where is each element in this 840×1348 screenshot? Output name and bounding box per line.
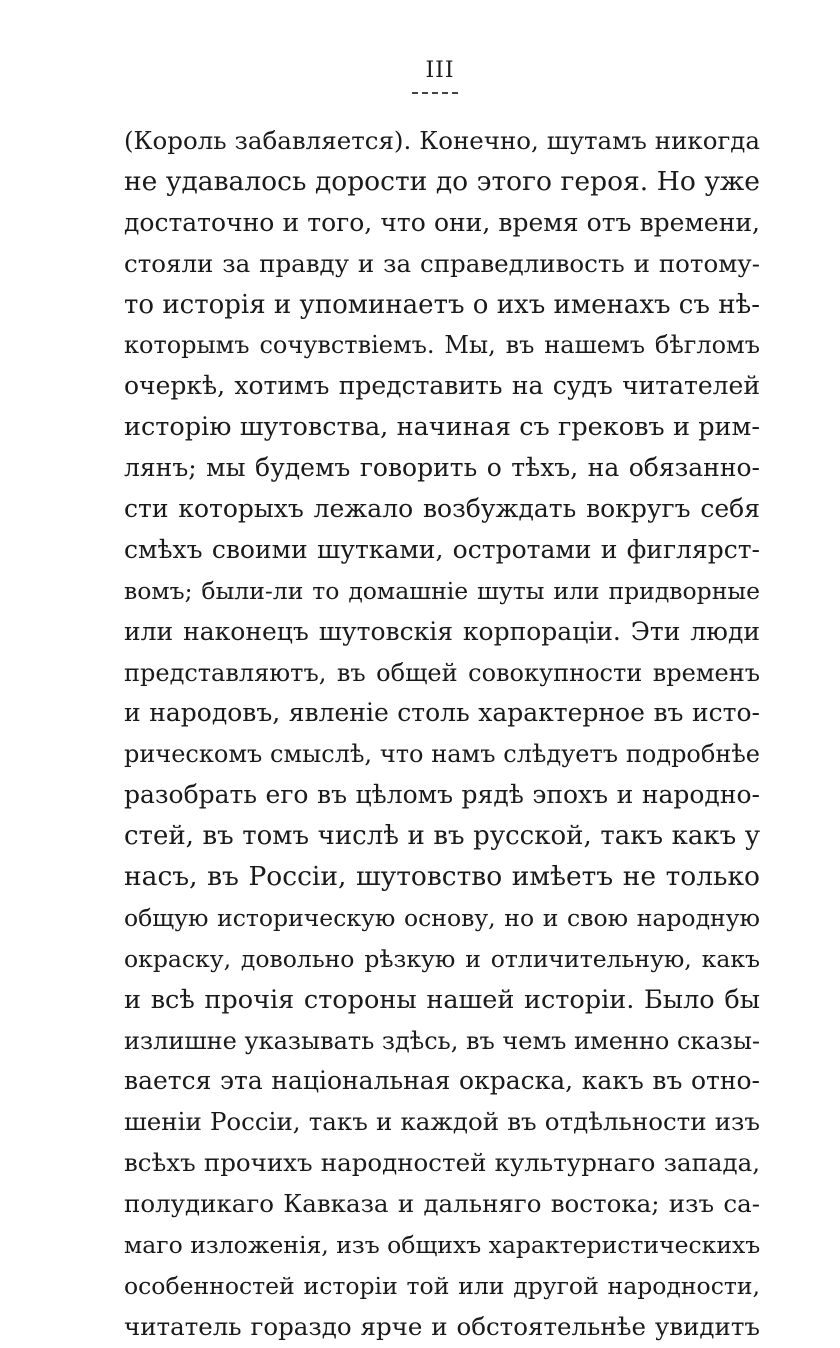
text-line: вомъ; были-ли то домашніе шуты или придворные [124,576,760,605]
text-line: излишне указывать здѣсь, въ чемъ именно сказы- [124,1026,760,1055]
text-line: исторію шутовства, начиная съ грековъ и рим- [124,412,760,443]
text-line: (Король забавляется). Конечно, шутамъ никогда [124,126,760,155]
body-text [124,121,760,1348]
text-line: общую историческую основу, но и свою народную [124,903,760,932]
text-line: сти которыхъ лежало возбуждать вокругъ себя [124,494,760,524]
text-line: достаточно и того, что они, время отъ времени, [124,207,760,237]
text-line: стояли за правду и за справедливость и потому- [124,248,760,278]
text-line: шеніи Россіи, такъ и каждой въ отдѣльности изъ [124,1107,760,1137]
text-line: очеркѣ, хотимъ представить на судъ читателей [124,371,760,401]
text-line: особенностей исторіи той или другой народности, [124,1271,760,1300]
text-line: рическомъ смыслѣ, что намъ слѣдуетъ подробнѣе [124,740,760,769]
text-line: и всѣ прочія стороны нашей исторіи. Было бы [124,984,760,1015]
text-line: полудикаго Кавказа и дальняго востока; изъ са- [124,1189,760,1219]
page-number: III [425,58,455,83]
text-line: лянъ; мы будемъ говорить о тѣхъ, на обязанно- [124,453,760,483]
text-line: вается эта національная окраска, какъ въ отно- [124,1066,760,1096]
text-line: которымъ сочувствіемъ. Мы, въ нашемъ бѣгломъ [124,331,760,360]
text-line: или наконецъ шутовскія корпораціи. Эти люди [124,616,760,646]
page-number-rule [412,92,458,95]
text-line: представляютъ, въ общей совокупности временъ [124,658,760,687]
text-line: читатель гораздо ярче и обстоятельнѣе увидитъ [124,1311,760,1341]
text-line: смѣхъ своими шутками, остротами и фиглярст- [124,534,760,564]
text-line: разобрать его въ цѣломъ рядѣ эпохъ и народно- [124,780,760,810]
text-line: насъ, въ Россіи, шутовство имѣетъ не только [124,861,760,893]
text-line: окраску, довольно рѣзкую и отличительную, какъ [124,944,760,973]
text-line: то исторія и упоминаетъ о ихъ именахъ съ нѣ- [124,289,760,320]
text-line: не удавалось дорости до этого героя. Но уже [124,165,760,197]
text-line: всѣхъ прочихъ народностей культурнаго запада, [124,1148,760,1178]
text-line: и народовъ, явленіе столь характерное въ исто- [124,698,760,728]
text-line: маго изложенія, изъ общихъ характеристическихъ [124,1231,760,1260]
text-line: стей, въ томъ числѣ и въ русской, такъ какъ у [124,821,760,852]
